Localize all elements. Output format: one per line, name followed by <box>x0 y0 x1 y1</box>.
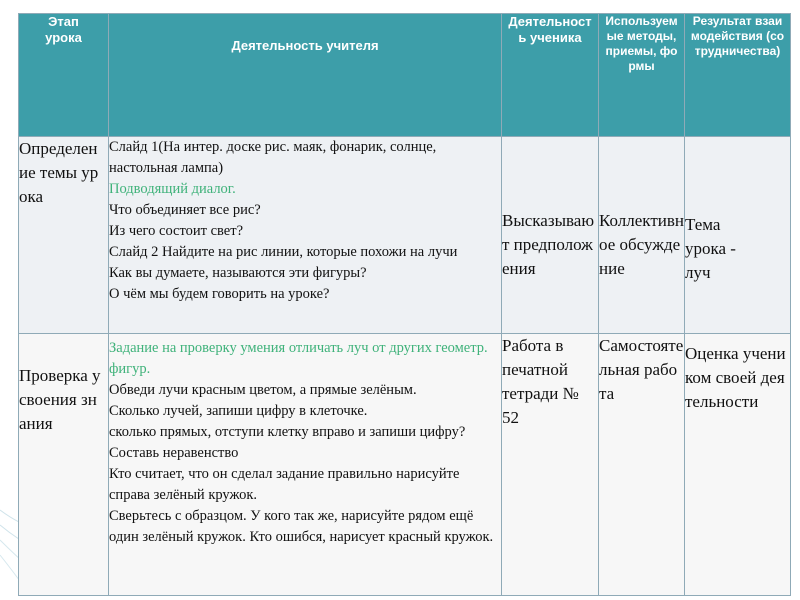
methods-cell <box>599 137 685 334</box>
header-teacher-label: Деятельность учителя <box>231 38 379 53</box>
header-result-label: Результат взаимодействия (сотрудничества) <box>690 14 785 58</box>
activity-line: Сверьтесь с образцом. У кого так же, нарисуйте рядом ещё один зелёный кружок. Кто ошибся, нарисует красный кружок. <box>109 508 494 545</box>
stage-text: Определение темы урока <box>19 139 99 206</box>
methods-cell <box>599 334 685 596</box>
stage-cell <box>19 137 109 334</box>
activity-line: Что объединяет все рис? <box>109 202 261 218</box>
header-student-label: Деятельность ученика <box>508 14 592 46</box>
result-cell <box>685 137 791 334</box>
header-methods-label: Используемые методы, приемы, формы <box>605 14 678 73</box>
activity-line: Задание на проверку умения отличать луч от других геометр. фигур. <box>109 340 488 377</box>
activity-line: Слайд 2 Найдите на рис линии, которые похожи на лучи <box>109 244 458 260</box>
activity-line: Как вы думаете, называются эти фигуры? <box>109 265 367 281</box>
header-teacher-activity <box>109 14 502 137</box>
student-activity-cell <box>502 334 599 596</box>
stage-text: Проверка усвоения знания <box>19 366 101 433</box>
methods-text: Самостоятельная работа <box>599 336 684 403</box>
student-activity-cell <box>502 137 599 334</box>
stage-cell <box>19 334 109 596</box>
table-row <box>19 334 791 596</box>
activity-cell <box>109 334 502 596</box>
table-row <box>19 137 791 334</box>
methods-text: Коллективное обсуждение <box>599 211 684 278</box>
activity-cell <box>109 137 502 334</box>
activity-line: Кто считает, что он сделал задание правильно нарисуйте справа зелёный кружок. <box>109 466 460 503</box>
student-activity-text: Высказывают предположения <box>502 211 595 278</box>
activity-line: Составь неравенство <box>109 445 239 461</box>
activity-line: сколько прямых, отступи клетку вправо и запиши цифру? <box>109 424 466 440</box>
table-header-row <box>19 14 791 137</box>
activity-line: Подводящий диалог. <box>109 181 236 197</box>
student-activity-text: Работа в печатной тетради № 52 <box>502 336 579 427</box>
header-stage-label: Этап урока <box>45 14 82 46</box>
activity-line: Слайд 1(На интер. доске рис. маяк, фонарик, солнце, настольная лампа) <box>109 139 437 176</box>
activity-line: Обведи лучи красным цветом, а прямые зелёным. <box>109 382 417 398</box>
activity-line: Из чего состоит свет? <box>109 223 244 239</box>
activity-line: Сколько лучей, запиши цифру в клеточке. <box>109 403 368 419</box>
result-cell <box>685 334 791 596</box>
lesson-plan-table <box>18 13 791 596</box>
result-text: Тема урока - луч <box>685 215 736 282</box>
header-methods <box>599 14 685 137</box>
activity-line: О чём мы будем говорить на уроке? <box>109 286 330 302</box>
header-stage <box>19 14 109 137</box>
header-result <box>685 14 791 137</box>
result-text: Оценка учеником своей деятельности <box>685 344 786 411</box>
header-student-activity <box>502 14 599 137</box>
